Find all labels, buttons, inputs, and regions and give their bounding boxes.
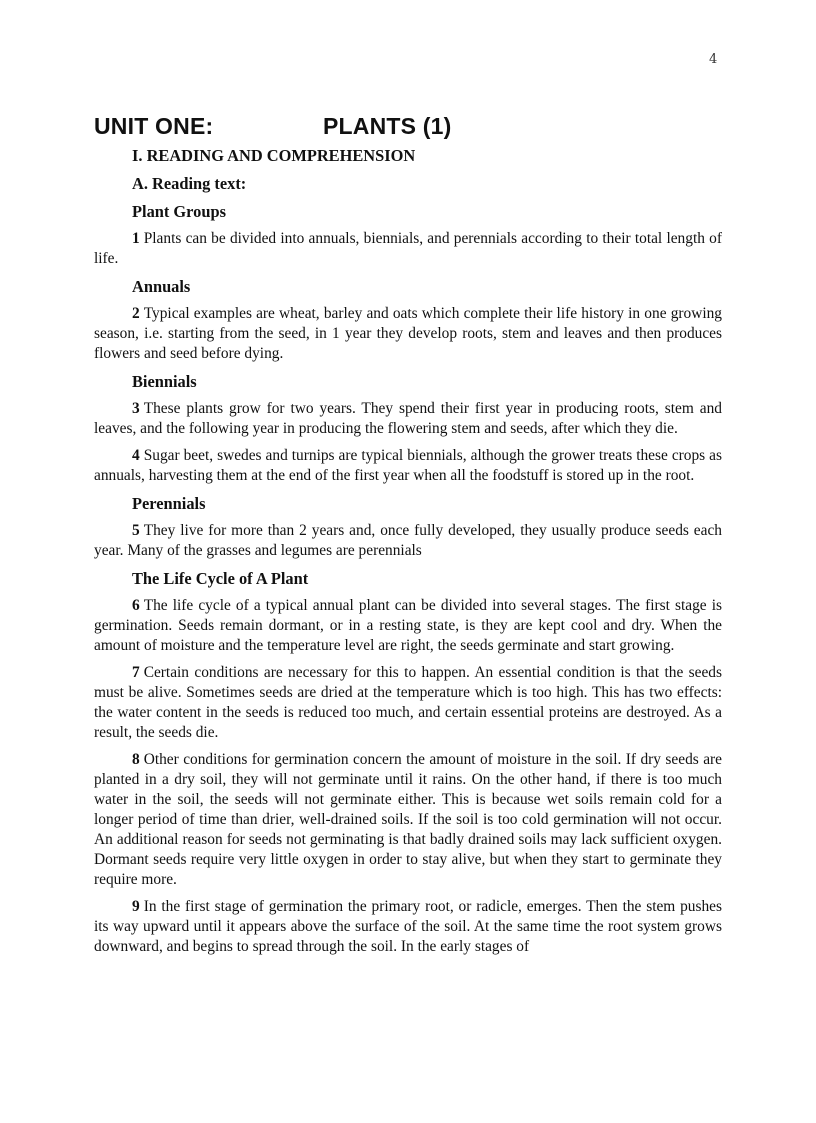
- paragraph-number: 4: [132, 447, 140, 464]
- paragraph-text: The life cycle of a typical annual plant can be divided into several stages. The first stage is germination. Seeds remain dormant, or in a resting state, is they are kept cool and dry. When the amount of moisture and the temperature level are right, the seeds germinate and start growing.: [94, 597, 722, 654]
- paragraph-1: [94, 229, 722, 269]
- heading-perennials: Perennials: [132, 494, 206, 513]
- paragraph-text: They live for more than 2 years and, once fully developed, they usually produce seeds each year. Many of the grasses and legumes are perennials: [94, 522, 722, 559]
- paragraph-number: 8: [132, 751, 140, 768]
- paragraph-text: These plants grow for two years. They spend their first year in producing roots, stem and leaves, and the following year in producing the flowering stem and seeds, after which they die.: [94, 400, 722, 437]
- paragraph-text: Certain conditions are necessary for this to happen. An essential condition is that the seeds must be alive. Sometimes seeds are dried at the temperature which is too high. This has two effects: the water content in the seeds is reduced too much, and certain essential proteins are destroyed. As a result, the seeds die.: [94, 664, 722, 741]
- unit-topic: PLANTS (1): [323, 113, 452, 139]
- unit-title: [94, 113, 452, 140]
- heading-annuals: Annuals: [132, 277, 191, 296]
- paragraph-number: 3: [132, 400, 140, 417]
- paragraph-number: 2: [132, 305, 140, 322]
- unit-label: UNIT ONE:: [94, 113, 214, 139]
- subsection-heading: A. Reading text:: [132, 174, 247, 193]
- paragraph-8: [94, 750, 722, 890]
- reading-content: [94, 145, 722, 964]
- paragraph-text: Sugar beet, swedes and turnips are typical biennials, although the grower treats these crops as annuals, harvesting them at the end of the first year when all the foodstuff is stored up in the root.: [94, 447, 722, 484]
- paragraph-text: Plants can be divided into annuals, biennials, and perennials according to their total length of life.: [94, 230, 722, 267]
- heading-biennials: Biennials: [132, 372, 197, 391]
- heading-life-cycle: The Life Cycle of A Plant: [132, 569, 309, 588]
- paragraph-4: [94, 446, 722, 486]
- paragraph-number: 9: [132, 898, 140, 915]
- section-heading: I. READING AND COMPREHENSION: [132, 146, 416, 165]
- paragraph-number: 1: [132, 230, 140, 247]
- paragraph-text: Other conditions for germination concern the amount of moisture in the soil. If dry seeds are planted in a dry soil, they will not germinate until it rains. On the other hand, if there is too much water in the soil, the seeds will not germinate either. This is because wet soils remain cold for a longer period of time than drier, well-drained soils. If the soil is too cold germination will not occur. An additional reason for seeds not germinating is that badly drained soils may lack sufficient oxygen. Dormant seeds require very little oxygen in order to stay alive, but when they start to germinate they require more.: [94, 751, 722, 888]
- paragraph-2: [94, 304, 722, 364]
- paragraph-number: 5: [132, 522, 140, 539]
- paragraph-7: [94, 663, 722, 743]
- paragraph-number: 7: [132, 664, 140, 681]
- paragraph-3: [94, 399, 722, 439]
- paragraph-text: In the first stage of germination the primary root, or radicle, emerges. Then the stem pushes its way upward until it appears above the surface of the soil. At the same time the root system grows downward, and begins to spread through the soil. In the early stages of: [94, 898, 722, 955]
- paragraph-5: [94, 521, 722, 561]
- paragraph-text: Typical examples are wheat, barley and oats which complete their life history in one growing season, i.e. starting from the seed, in 1 year they develop roots, stem and leaves and then produces flowers and seed before dying.: [94, 305, 722, 362]
- heading-plant-groups: Plant Groups: [132, 202, 226, 221]
- page-number: 4: [709, 52, 718, 67]
- paragraph-number: 6: [132, 597, 140, 614]
- paragraph-6: [94, 596, 722, 656]
- paragraph-9: [94, 897, 722, 957]
